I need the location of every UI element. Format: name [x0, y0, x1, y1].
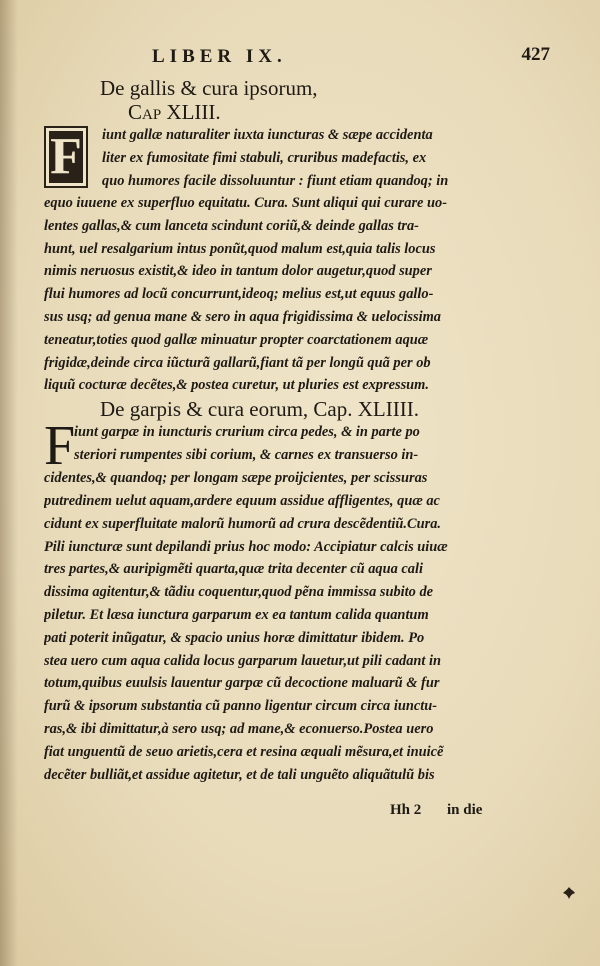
- chapter-44-heading: De garpis & cura eorum, Cap. XLIIII.: [100, 397, 419, 422]
- chapter-44-first-lines: [74, 421, 420, 467]
- text-line: totum,quibus euulsis lauentur garpæ cũ decoctione maluarũ & fur: [44, 675, 440, 692]
- chapter-44-text: [44, 467, 504, 786]
- text-line: nimis neruosus existit,& ideo in tantum dolor augetur,quod super: [44, 263, 432, 280]
- text-line: liquũ cocturæ decẽtes,& postea curetur, ut pluries est expressum.: [44, 377, 429, 394]
- text-line: equo iuuene ex superfluo equitatu. Cura. Sunt aliqui qui curare uo-: [44, 195, 448, 211]
- catchword-line: [390, 802, 482, 819]
- text-line: ras,& ibi dimittatur,à sero usq; ad mane,& econuerso.Postea uero: [44, 720, 434, 737]
- catchword: in die: [447, 802, 483, 818]
- text-line: hunt, uel resalgarium intus ponũt,quod malum est,quia talis locus: [44, 240, 436, 257]
- text-line: fiat unguentũ de seuo arietis,cera et resina æquali mẽsura,et inuicẽ: [44, 743, 444, 760]
- chapter-43-opening: [44, 124, 504, 192]
- fleuron-ornament-icon: [562, 886, 576, 900]
- text-line: stea uero cum aqua calida locus garparum lauetur,ut pili cadant in: [44, 652, 442, 669]
- chapter-43-first-lines: [102, 124, 448, 192]
- text-line: tres partes,& auripigmẽti quarta,quæ trita decenter cũ aqua cali: [44, 561, 423, 578]
- text-line: cidunt ex superfluitate malorũ humorũ ad crura descẽdentiũ.Cura.: [44, 515, 442, 532]
- gutter-shadow: [0, 0, 18, 966]
- text-line: sus usq; ad genua mane & sero in aqua frigidissima & uelocissima: [44, 308, 442, 325]
- running-title: LIBER IX.: [152, 46, 287, 67]
- page-number: 427: [521, 44, 550, 65]
- text-line: flui humores ad locũ concurrunt,ideoq; melius est,ut equus gallo-: [44, 286, 434, 303]
- text-line: lentes gallas,& cum lanceta scindunt coriũ,& deinde gallas tra-: [44, 217, 419, 234]
- chapter-43-heading: De gallis & cura ipsorum,: [100, 76, 318, 100]
- page-header: [130, 46, 550, 70]
- text-line: Pili iuncturæ sunt depilandi prius hoc modo: Accipiatur calcis uiuæ: [44, 538, 448, 555]
- chapter-43-text: [44, 192, 504, 397]
- text-line: dissima agitentur,& tãdiu coquentur,quod pẽna immissa subito de: [44, 584, 434, 601]
- text-line: iunt garpæ in iuncturis crurium circa pedes, & in parte po: [74, 424, 420, 441]
- text-line: steriori rumpentes sibi corium, & carnes ex transuerso in-: [74, 446, 419, 463]
- text-line: piletur. Et læsa iunctura garparum ex ea tantum calida quantum: [44, 606, 429, 623]
- text-line: teneatur,toties quod gallæ minuatur propter coarctationem aquæ: [44, 331, 429, 348]
- decorated-initial: F: [44, 126, 88, 188]
- text-line: putredinem uelut aquam,ardere equum assidue affligentes, quæ ac: [44, 492, 440, 509]
- signature-mark: Hh 2: [390, 802, 422, 818]
- page-body: [44, 76, 504, 786]
- text-line: pati poterit inũgatur, & spacio unius horæ dimittatur ibidem. Po: [44, 629, 425, 646]
- text-line: iunt gallæ naturaliter iuxta iuncturas & sæpe accidenta: [102, 127, 433, 143]
- chapter-43-number: Cap XLIII.: [128, 100, 221, 124]
- text-line: decẽter bulliãt,et assidue agitetur, et de tali unguẽto aliquãtulũ bis: [44, 766, 435, 783]
- chapter-44-initial: F: [44, 415, 76, 478]
- text-line: cidentes,& quandoq; per longam sæpe proijcientes, per scissuras: [44, 470, 428, 487]
- text-line: frigidæ,deinde circa iũcturã gallarũ,fiant tã per longũ quã per ob: [44, 354, 431, 371]
- text-line: liter ex fumositate fimi stabuli, cruribus madefactis, ex: [102, 149, 427, 166]
- text-line: furũ & ipsorum substantia cũ panno ligentur circum circa iunctu-: [44, 698, 438, 715]
- chapter-44-opening: [44, 415, 504, 478]
- text-line: quo humores facile dissoluuntur : fiunt etiam quandoq; in: [102, 172, 449, 189]
